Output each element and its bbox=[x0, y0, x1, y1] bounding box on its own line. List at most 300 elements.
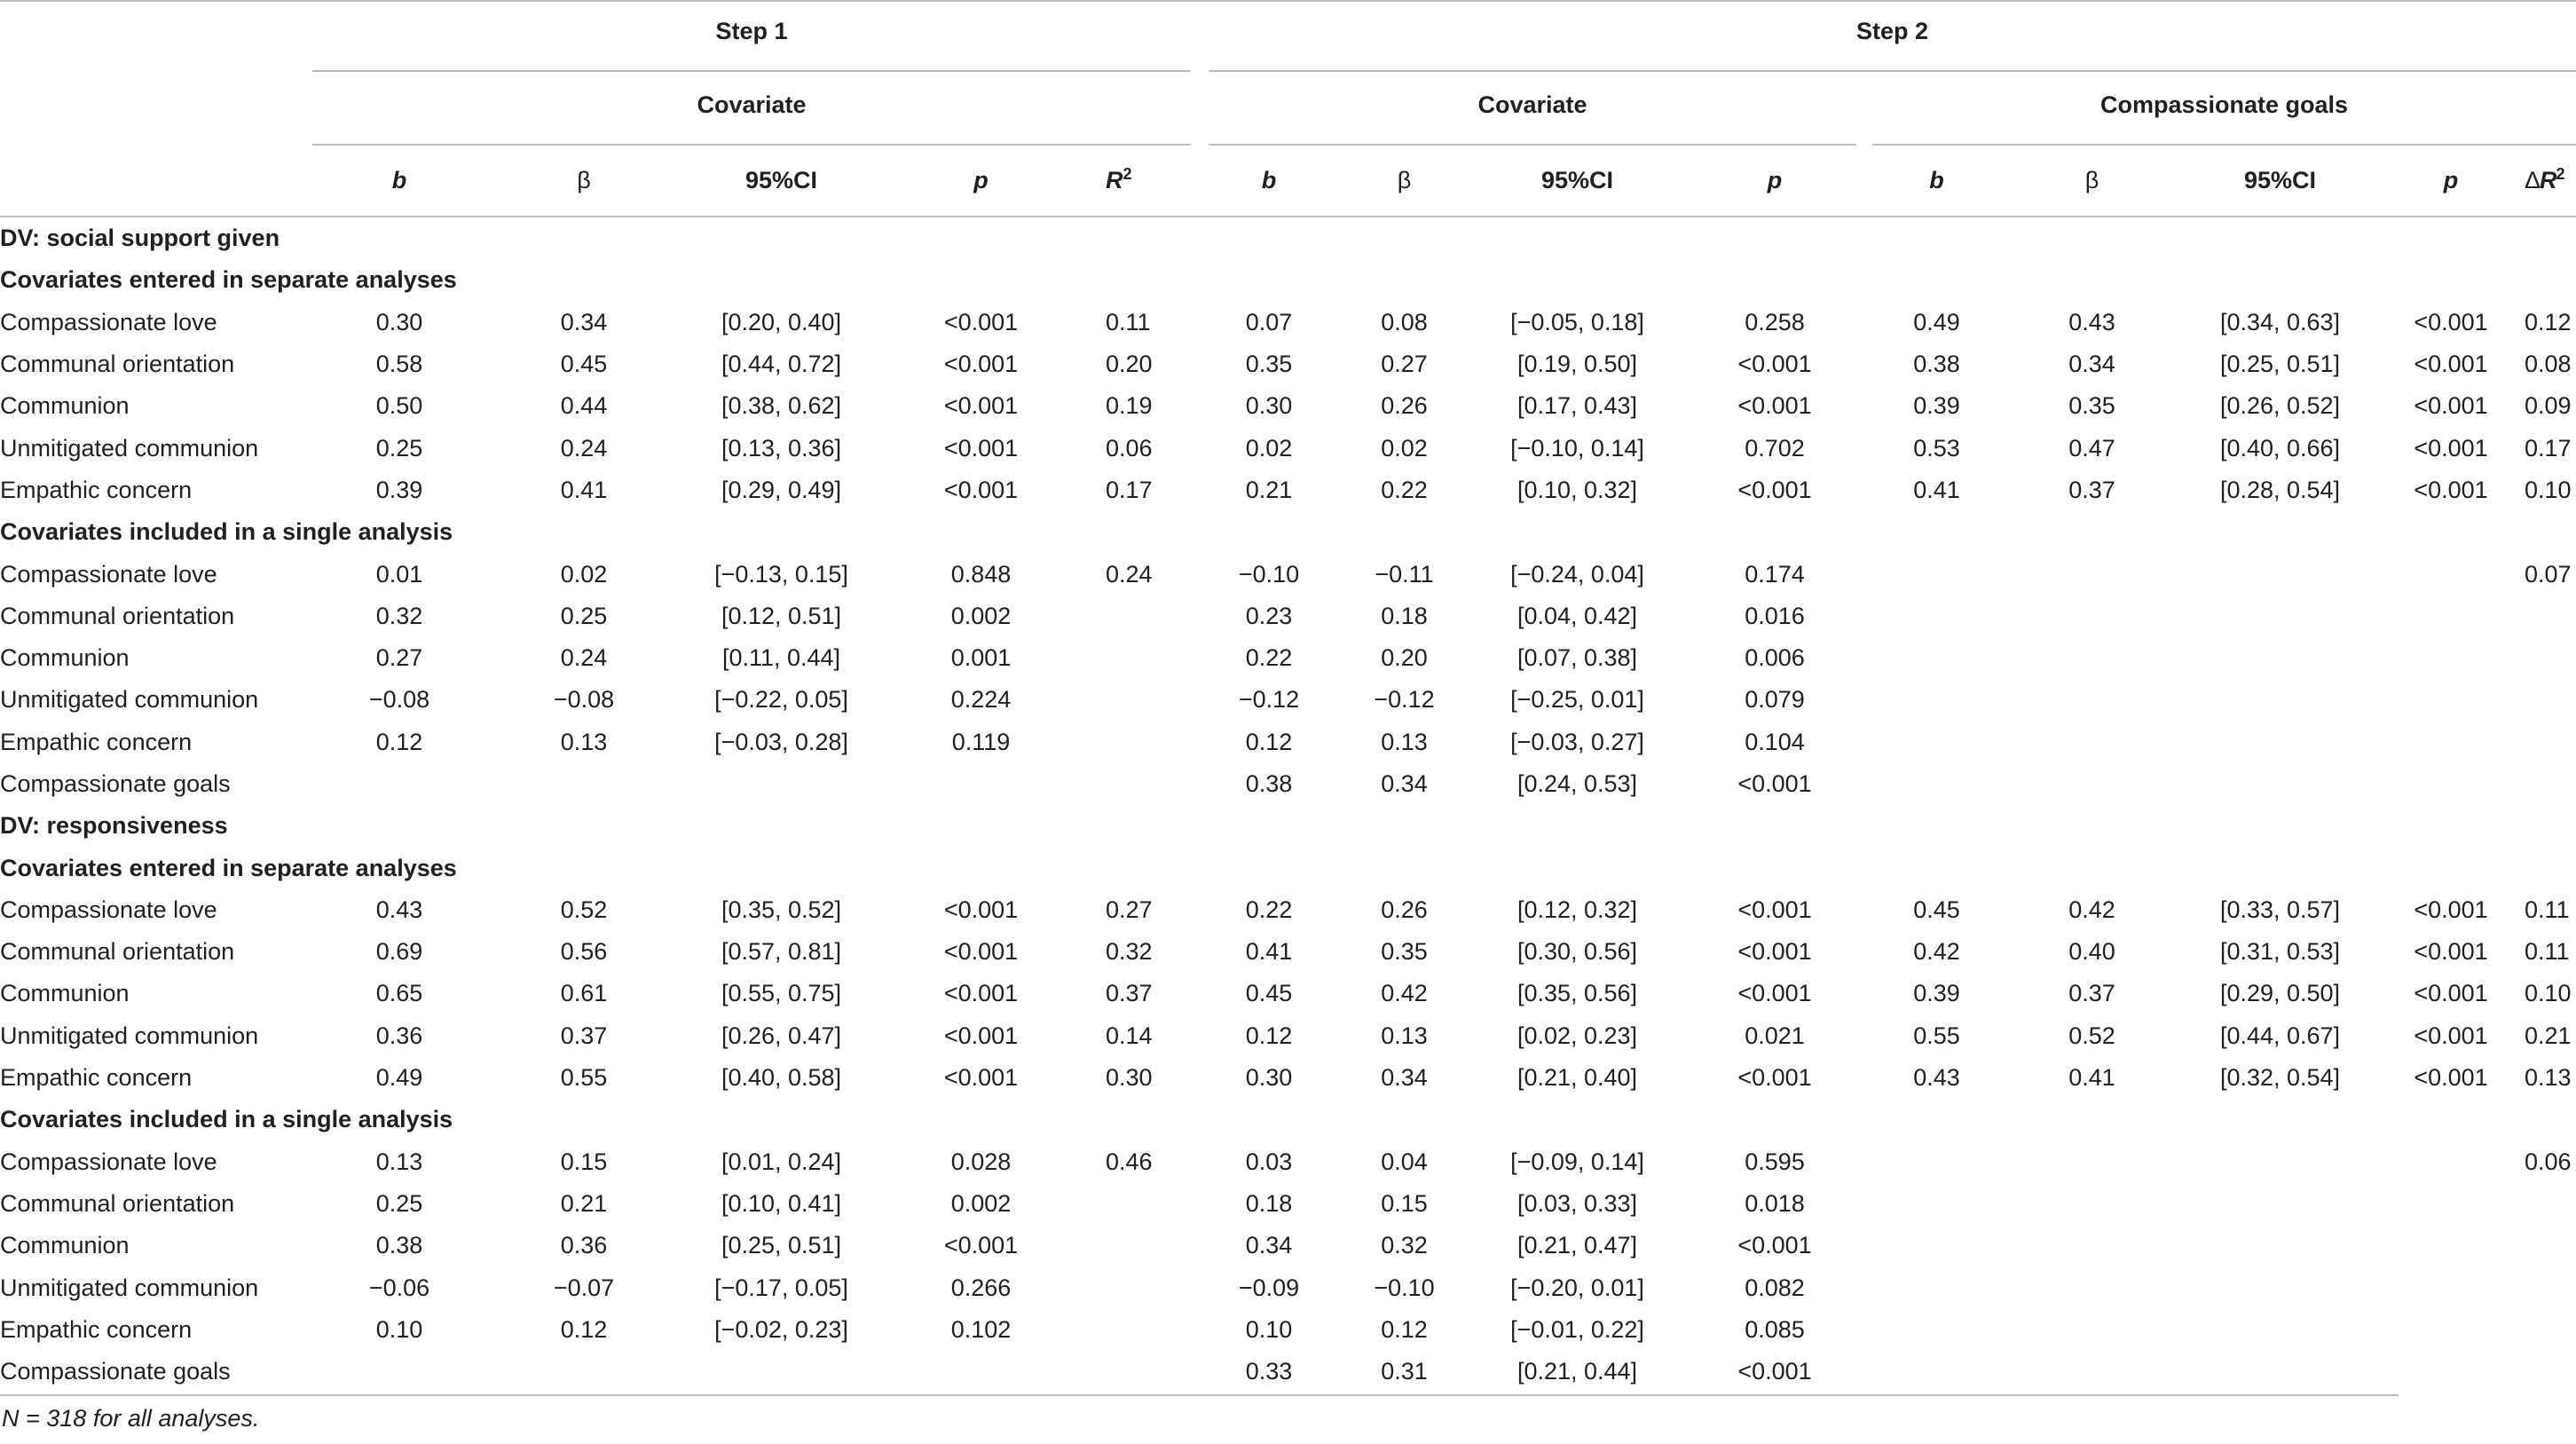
table-cell bbox=[2183, 679, 2377, 721]
table-cell: <0.001 bbox=[2414, 1022, 2488, 1049]
table-cell bbox=[2183, 1266, 2377, 1308]
table-cell bbox=[2525, 1309, 2576, 1351]
table-cell: [0.24, 0.53] bbox=[1516, 770, 1638, 797]
table-cell: 0.38 bbox=[375, 1232, 423, 1259]
table-cell: 0.08 bbox=[2525, 351, 2572, 378]
row-label: Compassionate goals bbox=[0, 1358, 231, 1385]
table-cell bbox=[1872, 1225, 2001, 1266]
table-cell: <0.001 bbox=[2414, 980, 2488, 1007]
table-cell: [−0.22, 0.05] bbox=[714, 686, 848, 714]
table-cell bbox=[881, 1351, 1081, 1393]
table-cell bbox=[2001, 1309, 2183, 1351]
section-heading: Covariates entered in separate analyses bbox=[0, 266, 457, 294]
table-cell: 0.266 bbox=[950, 1274, 1012, 1301]
table-cell: 0.39 bbox=[1913, 980, 1960, 1007]
table-cell bbox=[1872, 1183, 2001, 1225]
row-label: Communion bbox=[0, 980, 130, 1007]
table-cell: [0.44, 0.67] bbox=[2219, 1022, 2341, 1049]
table-cell: 0.42 bbox=[1913, 938, 1960, 966]
table-cell: 0.22 bbox=[1245, 896, 1293, 923]
table-cell: [−0.13, 0.15] bbox=[714, 560, 848, 588]
table-cell bbox=[2377, 679, 2525, 721]
column-header: b bbox=[312, 146, 486, 217]
table-cell bbox=[1872, 553, 2001, 595]
table-cell: 0.06 bbox=[1106, 434, 1153, 462]
table-cell: 0.32 bbox=[375, 602, 423, 629]
table-cell: 0.40 bbox=[2068, 938, 2115, 966]
table-cell: [0.21, 0.47] bbox=[1516, 1232, 1638, 1259]
table-cell: −0.11 bbox=[1375, 560, 1434, 588]
table-cell: −0.06 bbox=[368, 1274, 430, 1301]
table-cell: 0.30 bbox=[375, 308, 423, 335]
table-cell: −0.10 bbox=[1374, 1274, 1435, 1301]
table-cell: [−0.17, 0.05] bbox=[714, 1274, 848, 1301]
table-cell: <0.001 bbox=[943, 938, 1019, 966]
table-cell: 0.10 bbox=[2525, 980, 2572, 1007]
table-cell: <0.001 bbox=[1737, 980, 1812, 1007]
table-cell bbox=[1872, 1141, 2001, 1183]
table-cell: 0.27 bbox=[1381, 351, 1428, 378]
table-cell bbox=[2377, 1141, 2525, 1183]
table-cell: 0.41 bbox=[1913, 476, 1960, 503]
table-cell: [0.21, 0.44] bbox=[1516, 1358, 1638, 1385]
table-cell: [0.20, 0.40] bbox=[721, 308, 842, 335]
table-cell: 0.37 bbox=[2068, 980, 2115, 1007]
row-label: Unmitigated communion bbox=[0, 434, 259, 462]
table-cell bbox=[2377, 1309, 2525, 1351]
table-cell: <0.001 bbox=[1737, 1064, 1812, 1092]
table-row bbox=[0, 302, 2576, 343]
table-cell: 0.45 bbox=[1245, 980, 1293, 1007]
table-cell: 0.224 bbox=[950, 686, 1012, 714]
table-cell: 0.65 bbox=[375, 980, 423, 1007]
table-cell: 0.13 bbox=[560, 728, 608, 755]
table-cell: 0.02 bbox=[560, 560, 608, 588]
table-cell: 0.50 bbox=[375, 392, 423, 420]
table-row bbox=[0, 1266, 2576, 1308]
table-cell: 0.24 bbox=[560, 434, 608, 462]
table-cell: 0.35 bbox=[2068, 392, 2115, 420]
table-cell bbox=[1872, 637, 2001, 679]
table-cell: [0.10, 0.41] bbox=[721, 1189, 842, 1217]
table-cell: 0.082 bbox=[1745, 1274, 1805, 1301]
table-cell: [0.57, 0.81] bbox=[721, 938, 842, 966]
table-cell: 0.39 bbox=[375, 476, 423, 503]
table-cell bbox=[312, 763, 486, 805]
row-label: Communal orientation bbox=[0, 602, 235, 629]
table-cell: 0.13 bbox=[1381, 1022, 1428, 1049]
table-cell bbox=[2001, 763, 2183, 805]
row-label: Empathic concern bbox=[0, 728, 193, 755]
table-cell: 0.15 bbox=[560, 1148, 608, 1175]
section-heading: DV: social support given bbox=[0, 225, 280, 252]
table-row bbox=[0, 1015, 2576, 1057]
table-cell: 0.20 bbox=[1381, 644, 1428, 672]
table-cell: 0.21 bbox=[560, 1189, 608, 1217]
table-cell: 0.35 bbox=[1245, 351, 1293, 378]
column-header: 95%CI bbox=[681, 146, 881, 217]
section-heading: Covariates included in a single analysis bbox=[0, 1106, 453, 1133]
row-label: Empathic concern bbox=[0, 476, 193, 503]
table-cell bbox=[1081, 763, 1207, 805]
table-cell: <0.001 bbox=[943, 351, 1019, 378]
row-label: Unmitigated communion bbox=[0, 1022, 259, 1049]
table-cell: [−0.20, 0.01] bbox=[1510, 1274, 1644, 1301]
bottom-rule bbox=[0, 1394, 2399, 1396]
table-cell: 0.102 bbox=[950, 1315, 1012, 1343]
table-cell: 0.12 bbox=[1381, 1315, 1428, 1343]
table-cell: <0.001 bbox=[2414, 392, 2488, 420]
table-cell: 0.32 bbox=[1106, 938, 1153, 966]
table-cell: 0.34 bbox=[1245, 1232, 1293, 1259]
section-heading-row bbox=[0, 847, 2576, 888]
table-cell: 0.58 bbox=[375, 351, 423, 378]
table-cell: 0.22 bbox=[1245, 644, 1293, 672]
table-cell: 0.30 bbox=[1245, 392, 1293, 420]
table-cell: <0.001 bbox=[1737, 1358, 1812, 1385]
row-label: Communion bbox=[0, 644, 130, 672]
table-cell bbox=[2525, 763, 2576, 805]
table-cell: [0.31, 0.53] bbox=[2219, 938, 2341, 966]
table-cell bbox=[2525, 722, 2576, 763]
table-cell bbox=[2377, 763, 2525, 805]
table-cell: 0.848 bbox=[950, 560, 1012, 588]
step1-header: Step 1 bbox=[312, 2, 1207, 72]
table-cell: <0.001 bbox=[1737, 351, 1812, 378]
table-row bbox=[0, 889, 2576, 931]
table-cell: 0.028 bbox=[950, 1148, 1012, 1175]
table-cell: 0.35 bbox=[1381, 938, 1428, 966]
table-cell: 0.24 bbox=[560, 644, 608, 672]
table-cell: 0.06 bbox=[2525, 1148, 2572, 1175]
table-row bbox=[0, 343, 2576, 385]
row-label: Compassionate love bbox=[0, 308, 217, 335]
table-cell: [0.13, 0.36] bbox=[721, 434, 842, 462]
table-cell bbox=[2525, 1183, 2576, 1225]
table-cell: 0.595 bbox=[1745, 1148, 1805, 1175]
row-label: Communal orientation bbox=[0, 351, 235, 378]
row-label: Communal orientation bbox=[0, 1189, 235, 1217]
table-cell: −0.08 bbox=[553, 686, 615, 714]
table-cell: <0.001 bbox=[2414, 1064, 2488, 1092]
table-cell bbox=[2001, 596, 2183, 637]
table-cell: 0.42 bbox=[1381, 980, 1428, 1007]
compassionate-goals-header: Compassionate goals bbox=[1872, 72, 2576, 146]
table-row bbox=[0, 679, 2576, 721]
table-cell: 0.13 bbox=[1381, 728, 1428, 755]
table-cell: 0.19 bbox=[1106, 392, 1153, 420]
table-row bbox=[0, 1057, 2576, 1099]
table-cell bbox=[1872, 1266, 2001, 1308]
table-cell: 0.12 bbox=[1245, 1022, 1293, 1049]
table-cell: 0.43 bbox=[1913, 1064, 1960, 1092]
table-cell: 0.18 bbox=[1381, 602, 1428, 629]
table-cell bbox=[2001, 1183, 2183, 1225]
table-cell: [0.10, 0.32] bbox=[1516, 476, 1638, 503]
table-cell bbox=[2183, 1141, 2377, 1183]
table-cell: [0.01, 0.24] bbox=[721, 1148, 842, 1175]
column-header: 95%CI bbox=[2183, 146, 2377, 217]
table-cell: 0.27 bbox=[375, 644, 423, 672]
table-row bbox=[0, 637, 2576, 679]
section-heading-row bbox=[0, 1099, 2576, 1140]
table-row bbox=[0, 596, 2576, 637]
table-cell: 0.001 bbox=[950, 644, 1012, 672]
table-cell: [0.34, 0.63] bbox=[2219, 308, 2341, 335]
table-cell: [0.29, 0.49] bbox=[721, 476, 842, 503]
table-cell: [0.35, 0.56] bbox=[1516, 980, 1638, 1007]
table-cell: −0.07 bbox=[553, 1274, 615, 1301]
table-cell bbox=[1081, 679, 1207, 721]
table-cell: 0.41 bbox=[560, 476, 608, 503]
table-cell: 0.174 bbox=[1745, 560, 1805, 588]
table-cell bbox=[681, 1351, 881, 1393]
table-cell: 0.01 bbox=[375, 560, 423, 588]
table-cell bbox=[2377, 1266, 2525, 1308]
table-cell: <0.001 bbox=[943, 308, 1019, 335]
table-cell: [−0.01, 0.22] bbox=[1510, 1315, 1644, 1343]
table-cell: [0.35, 0.52] bbox=[721, 896, 842, 923]
table-row bbox=[0, 722, 2576, 763]
row-label: Communion bbox=[0, 392, 130, 420]
table-cell bbox=[2183, 763, 2377, 805]
section-heading: DV: responsiveness bbox=[0, 812, 228, 840]
table-cell: 0.018 bbox=[1745, 1189, 1805, 1217]
table-cell: 0.41 bbox=[1245, 938, 1293, 966]
table-cell: [0.25, 0.51] bbox=[2219, 351, 2341, 378]
section-heading-row bbox=[0, 511, 2576, 553]
table-row bbox=[0, 1183, 2576, 1225]
table-cell: 0.43 bbox=[375, 896, 423, 923]
table-cell: [0.55, 0.75] bbox=[721, 980, 842, 1007]
table-cell: 0.45 bbox=[1913, 896, 1960, 923]
row-label: Compassionate goals bbox=[0, 770, 231, 797]
table-cell: 0.006 bbox=[1745, 644, 1805, 672]
table-cell bbox=[2525, 1225, 2576, 1266]
table-cell bbox=[1081, 596, 1207, 637]
table-cell: 0.36 bbox=[560, 1232, 608, 1259]
table-cell: 0.12 bbox=[2525, 308, 2572, 335]
section-heading-row bbox=[0, 805, 2576, 847]
row-label: Unmitigated communion bbox=[0, 686, 259, 714]
table-cell: 0.38 bbox=[1245, 770, 1293, 797]
table-cell: 0.69 bbox=[375, 938, 423, 966]
table-cell: 0.17 bbox=[2525, 434, 2572, 462]
table-cell: 0.11 bbox=[1106, 308, 1151, 335]
table-cell: 0.25 bbox=[375, 1189, 423, 1217]
table-cell: 0.43 bbox=[2068, 308, 2115, 335]
table-cell: −0.12 bbox=[1238, 686, 1300, 714]
table-cell: 0.61 bbox=[560, 980, 608, 1007]
table-cell: 0.41 bbox=[2068, 1064, 2115, 1092]
table-cell: 0.34 bbox=[1381, 770, 1428, 797]
step2-header: Step 2 bbox=[1207, 2, 2576, 72]
table-cell bbox=[2377, 596, 2525, 637]
table-cell: 0.55 bbox=[1913, 1022, 1960, 1049]
table-cell: <0.001 bbox=[1737, 896, 1812, 923]
table-cell bbox=[2183, 637, 2377, 679]
table-cell bbox=[2377, 553, 2525, 595]
table-cell: 0.37 bbox=[2068, 476, 2115, 503]
table-cell: 0.31 bbox=[1381, 1358, 1428, 1385]
table-cell: 0.12 bbox=[375, 728, 423, 755]
table-cell bbox=[2183, 596, 2377, 637]
table-cell: [0.12, 0.51] bbox=[721, 602, 842, 629]
table-cell: 0.24 bbox=[1106, 560, 1153, 588]
table-cell bbox=[2183, 1309, 2377, 1351]
row-label: Compassionate love bbox=[0, 560, 217, 588]
table-row bbox=[0, 1351, 2576, 1393]
table-cell: 0.26 bbox=[1381, 392, 1428, 420]
table-cell: 0.021 bbox=[1745, 1022, 1805, 1049]
row-label: Unmitigated communion bbox=[0, 1274, 259, 1301]
table-cell bbox=[2525, 679, 2576, 721]
table-cell: 0.14 bbox=[1106, 1022, 1153, 1049]
table-cell bbox=[2377, 1183, 2525, 1225]
table-cell: 0.11 bbox=[2525, 938, 2570, 966]
table-row bbox=[0, 1141, 2576, 1183]
table-cell: 0.56 bbox=[560, 938, 608, 966]
superscript-2: 2 bbox=[2556, 165, 2564, 183]
table-cell: 0.46 bbox=[1106, 1148, 1153, 1175]
column-header: p bbox=[2377, 146, 2525, 217]
row-label: Compassionate love bbox=[0, 896, 217, 923]
table-cell: 0.32 bbox=[1381, 1232, 1428, 1259]
table-cell: <0.001 bbox=[1737, 392, 1812, 420]
table-cell bbox=[2525, 637, 2576, 679]
column-header: $R^2$ bbox=[1081, 146, 1207, 217]
table-cell: [0.29, 0.50] bbox=[2219, 980, 2341, 1007]
table-cell: 0.39 bbox=[1913, 392, 1960, 420]
table-cell: [0.26, 0.52] bbox=[2219, 392, 2341, 420]
table-cell: [0.26, 0.47] bbox=[721, 1022, 842, 1049]
table-cell: [0.12, 0.32] bbox=[1516, 896, 1638, 923]
table-cell bbox=[1081, 1351, 1207, 1393]
table-cell: 0.12 bbox=[560, 1315, 608, 1343]
column-header: β bbox=[1331, 146, 1477, 217]
table-cell: 0.53 bbox=[1913, 434, 1960, 462]
table-cell bbox=[486, 763, 681, 805]
table-cell: 0.45 bbox=[560, 351, 608, 378]
table-cell: [0.28, 0.54] bbox=[2219, 476, 2341, 503]
table-cell: 0.42 bbox=[2068, 896, 2115, 923]
table-cell: 0.25 bbox=[375, 434, 423, 462]
table-cell bbox=[881, 763, 1081, 805]
table-cell: 0.119 bbox=[951, 728, 1011, 755]
table-cell: 0.21 bbox=[2525, 1022, 2572, 1049]
column-header: 95%CI bbox=[1477, 146, 1677, 217]
table-cell bbox=[2001, 722, 2183, 763]
section-heading-row bbox=[0, 217, 2576, 259]
row-label: Empathic concern bbox=[0, 1064, 193, 1092]
table-cell bbox=[2001, 1225, 2183, 1266]
column-header: b bbox=[1207, 146, 1331, 217]
table-cell: [0.44, 0.72] bbox=[721, 351, 842, 378]
table-cell: [−0.03, 0.28] bbox=[714, 728, 848, 755]
table-cell: 0.27 bbox=[1106, 896, 1153, 923]
table-cell: 0.22 bbox=[1381, 476, 1428, 503]
table-cell: 0.49 bbox=[375, 1064, 423, 1092]
table-cell: 0.37 bbox=[1106, 980, 1153, 1007]
table-cell: [0.25, 0.51] bbox=[721, 1232, 842, 1259]
table-cell: 0.079 bbox=[1745, 686, 1805, 714]
table-cell: <0.001 bbox=[943, 980, 1019, 1007]
table-cell: −0.10 bbox=[1238, 560, 1300, 588]
table-cell: 0.15 bbox=[1381, 1189, 1428, 1217]
table-cell bbox=[1081, 722, 1207, 763]
table-cell: 0.258 bbox=[1745, 308, 1805, 335]
table-cell: 0.085 bbox=[1745, 1315, 1805, 1343]
table-cell bbox=[2001, 1351, 2183, 1393]
table-cell: 0.11 bbox=[2525, 896, 2570, 923]
table-cell: <0.001 bbox=[943, 1064, 1019, 1092]
table-cell: <0.001 bbox=[1737, 770, 1812, 797]
table-cell bbox=[1872, 1309, 2001, 1351]
column-header: p bbox=[881, 146, 1081, 217]
table-cell bbox=[2001, 553, 2183, 595]
table-cell: [−0.02, 0.23] bbox=[714, 1315, 848, 1343]
table-row bbox=[0, 763, 2576, 805]
table-body bbox=[0, 217, 2576, 1393]
table-cell: [0.30, 0.56] bbox=[1516, 938, 1638, 966]
table-cell: −0.09 bbox=[1238, 1274, 1300, 1301]
table-cell bbox=[2183, 1183, 2377, 1225]
table-cell: [0.40, 0.58] bbox=[721, 1064, 842, 1092]
row-label: Communion bbox=[0, 1232, 130, 1259]
table-cell bbox=[1081, 1309, 1207, 1351]
table-cell: [0.19, 0.50] bbox=[1516, 351, 1638, 378]
table-note: N = 318 for all analyses. bbox=[2, 1405, 260, 1432]
table-cell bbox=[1872, 1351, 2001, 1393]
table-cell bbox=[2525, 1351, 2576, 1393]
table-cell bbox=[1081, 637, 1207, 679]
section-heading-row bbox=[0, 259, 2576, 301]
table-cell: 0.34 bbox=[2068, 351, 2115, 378]
table-cell bbox=[1872, 679, 2001, 721]
table-cell: 0.17 bbox=[1106, 476, 1153, 503]
column-header: β bbox=[486, 146, 681, 217]
table-cell bbox=[1872, 722, 2001, 763]
table-cell: 0.30 bbox=[1245, 1064, 1293, 1092]
table-cell: 0.04 bbox=[1381, 1148, 1428, 1175]
table-cell: 0.25 bbox=[560, 602, 608, 629]
table-cell: 0.016 bbox=[1745, 602, 1805, 629]
table-cell: [0.17, 0.43] bbox=[1516, 392, 1638, 420]
table-cell: [0.04, 0.42] bbox=[1516, 602, 1638, 629]
table-cell: −0.12 bbox=[1374, 686, 1435, 714]
table-cell: 0.08 bbox=[1381, 308, 1428, 335]
table-cell: 0.20 bbox=[1106, 351, 1153, 378]
table-cell: <0.001 bbox=[943, 392, 1019, 420]
table-cell: 0.21 bbox=[1245, 476, 1293, 503]
table-cell: 0.10 bbox=[375, 1315, 423, 1343]
table-cell: −0.08 bbox=[368, 686, 430, 714]
table-cell: 0.002 bbox=[950, 602, 1012, 629]
table-cell: 0.07 bbox=[2525, 560, 2572, 588]
table-cell: 0.44 bbox=[560, 392, 608, 420]
table-cell: 0.26 bbox=[1381, 896, 1428, 923]
table-row bbox=[0, 385, 2576, 427]
table-cell: <0.001 bbox=[2414, 351, 2488, 378]
table-cell: [−0.25, 0.01] bbox=[1510, 686, 1644, 714]
table-cell: [0.11, 0.44] bbox=[721, 644, 841, 672]
table-cell: 0.49 bbox=[1913, 308, 1960, 335]
table-cell bbox=[2183, 1351, 2377, 1393]
column-header: $\Delta R^2$ bbox=[2525, 146, 2576, 217]
table-cell bbox=[2525, 596, 2576, 637]
table-cell: 0.52 bbox=[2068, 1022, 2115, 1049]
table-cell: <0.001 bbox=[943, 1022, 1019, 1049]
